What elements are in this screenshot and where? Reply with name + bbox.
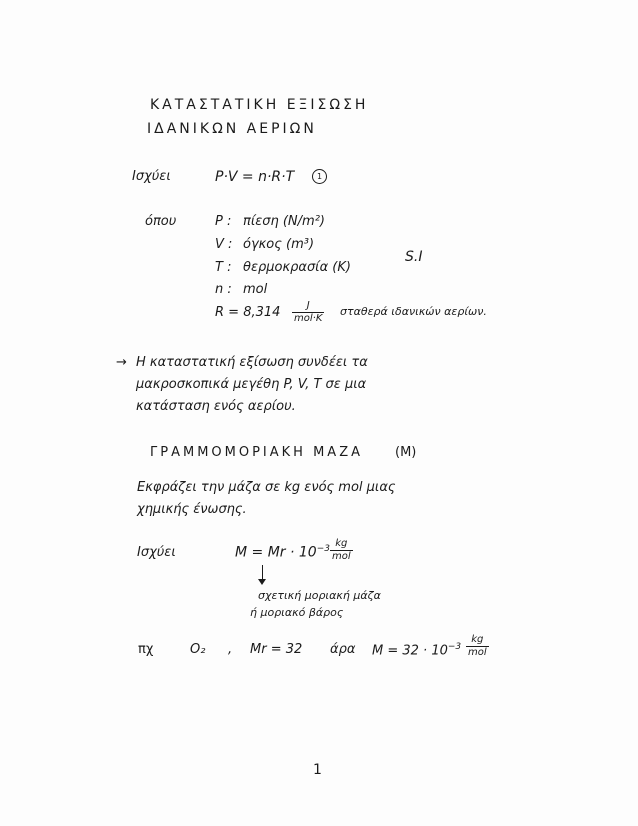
page-title-line2: ΙΔΑΝΙΚΩΝ ΑΕΡΙΩΝ bbox=[147, 121, 317, 137]
molar-desc-line2: χημικής ένωσης. bbox=[137, 502, 247, 517]
example-unit bbox=[466, 634, 489, 658]
example-result bbox=[372, 643, 461, 657]
def-symbol-p: P : bbox=[215, 214, 232, 229]
mr-explanation-line2: ή μοριακό βάρος bbox=[250, 606, 344, 619]
r-constant-unit bbox=[292, 300, 324, 324]
note-line3: κατάσταση ενός αερίου. bbox=[136, 399, 296, 414]
example-therefore: άρα bbox=[330, 642, 356, 657]
example-label: πχ bbox=[138, 642, 154, 657]
molar-desc-line1: Εκφράζει την μάζα σε kg ενός mol μιας bbox=[137, 480, 396, 495]
def-symbol-n: n : bbox=[215, 282, 232, 297]
molar-formula-base: M = Mr · 10 bbox=[235, 544, 317, 561]
explain-arrow-icon bbox=[262, 565, 263, 583]
example-substance: O₂ bbox=[190, 642, 206, 657]
equation-label: Ισχύει bbox=[132, 169, 171, 184]
def-symbol-v: V : bbox=[215, 237, 233, 252]
example-result-exponent: −3 bbox=[447, 642, 462, 652]
example-unit-denominator: mol bbox=[468, 646, 487, 658]
ideal-gas-equation: P·V = n·R·T bbox=[215, 169, 295, 185]
molar-unit-denominator: mol bbox=[332, 550, 351, 562]
units-system: S.I bbox=[405, 249, 423, 265]
r-unit-denominator: mol·K bbox=[294, 312, 323, 324]
example-unit-numerator: kg bbox=[471, 634, 484, 645]
definitions-label: όπου bbox=[145, 214, 177, 229]
note-arrow: → bbox=[116, 355, 127, 370]
note-line2: μακροσκοπικά μεγέθη P, V, T σε μια bbox=[136, 377, 367, 392]
note-line1: Η καταστατική εξίσωση συνδέει τα bbox=[136, 355, 368, 370]
example-result-base: M = 32 · 10 bbox=[372, 643, 448, 659]
molar-formula bbox=[235, 545, 330, 560]
def-text-p: πίεση (N/m²) bbox=[243, 214, 325, 229]
molar-mass-heading: ΓΡΑΜΜΟΜΟΡΙΑΚΗ ΜΑΖΑ bbox=[150, 445, 363, 460]
def-text-t: θερμοκρασία (K) bbox=[243, 260, 351, 275]
page-number: 1 bbox=[313, 762, 322, 778]
mr-explanation-line1: σχετική μοριακή μάζα bbox=[258, 589, 381, 602]
molar-unit-numerator: kg bbox=[335, 538, 348, 549]
example-comma: , bbox=[228, 642, 233, 657]
molar-equation-label: Ισχύει bbox=[137, 545, 176, 560]
page-title-line1: ΚΑΤΑΣΤΑΤΙΚΗ ΕΞΙΣΩΣΗ bbox=[150, 97, 369, 113]
molar-formula-exponent: −3 bbox=[316, 544, 330, 554]
example-mr: Mr = 32 bbox=[250, 642, 303, 657]
molar-unit bbox=[330, 538, 353, 562]
r-unit-numerator: J bbox=[306, 300, 310, 311]
def-text-n: mol bbox=[243, 282, 268, 297]
r-constant-value: R = 8,314 bbox=[215, 305, 281, 320]
def-symbol-t: T : bbox=[215, 260, 232, 275]
molar-mass-symbol: (M) bbox=[395, 445, 417, 460]
equation-number: 1 bbox=[312, 169, 327, 184]
r-constant-description: σταθερά ιδανικών αερίων. bbox=[340, 305, 487, 318]
def-text-v: όγκος (m³) bbox=[243, 237, 315, 252]
